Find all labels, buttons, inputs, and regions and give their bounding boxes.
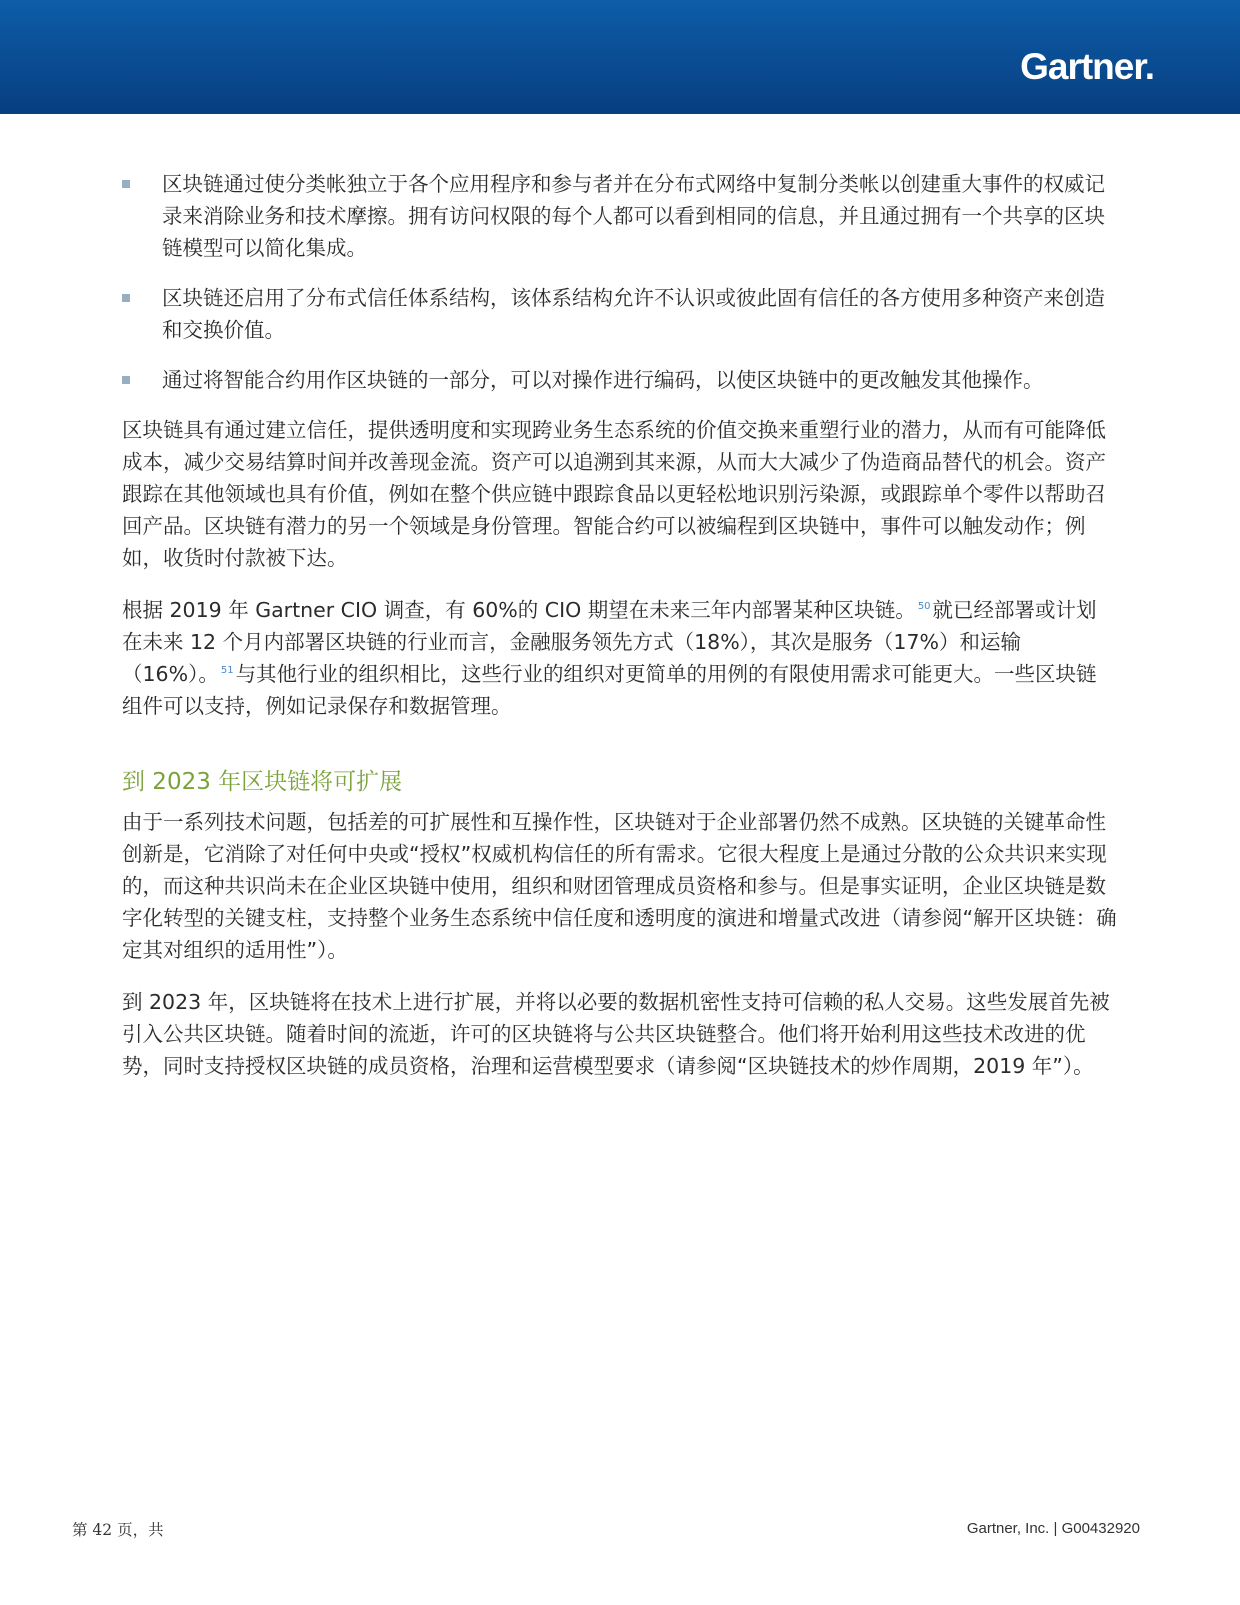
bullet-text: 通过将智能合约用作区块链的一部分，可以对操作进行编码，以使区块链中的更改触发其他操作。 <box>162 368 1044 392</box>
square-bullet-icon <box>122 376 130 384</box>
square-bullet-icon <box>122 294 130 302</box>
survey-text-part-b: 就已经部署或计划在未来 12 个月内部署区块链的行业而言，金融服务领先方式（18%），其次是服务（17%）和运输（16%）。 <box>122 598 1097 686</box>
paragraph-cio-survey <box>122 594 1117 722</box>
square-bullet-icon <box>122 180 130 188</box>
paragraph-technical-issues: 由于一系列技术问题，包括差的可扩展性和互操作性，区块链对于企业部署仍然不成熟。区块链的关键革命性创新是，它消除了对任何中央或“授权”权威机构信任的所有需求。它很大程度上是通过分散的公众共识来实现的，而这种共识尚未在企业区块链中使用，组织和财团管理成员资格和参与。但是事实证明，企业区块链是数字化转型的关键支柱，支持整个业务生态系统中信任度和透明度的演进和增量式改进（请参阅“解开区块链：确定其对组织的适用性”）。 <box>122 810 1117 962</box>
paragraph-blockchain-potential: 区块链具有通过建立信任，提供透明度和实现跨业务生态系统的价值交换来重塑行业的潜力，从而有可能降低成本，减少交易结算时间并改善现金流。资产可以追溯到其来源，从而大大减少了伪造商品替代的机会。资产跟踪在其他领域也具有价值，例如在整个供应链中跟踪食品以更轻松地识别污染源，或跟踪单个零件以帮助召回产品。区块链有潜力的另一个领域是身份管理。智能合约可以被编程到区块链中，事件可以触发动作；例如，收货时付款被下达。 <box>122 418 1106 570</box>
section-heading: 到 2023 年区块链将可扩展 <box>122 769 403 795</box>
survey-text-part-c: 与其他行业的组织相比，这些行业的组织对更简单的用例的有限使用需求可能更大。一些区块链组件可以支持，例如记录保存和数据管理。 <box>122 662 1097 718</box>
bullet-item <box>122 282 1117 346</box>
bullet-text: 区块链通过使分类帐独立于各个应用程序和参与者并在分布式网络中复制分类帐以创建重大事件的权威记录来消除业务和技术摩擦。拥有访问权限的每个人都可以看到相同的信息，并且通过拥有一个共享的区块链模型可以简化集成。 <box>162 172 1105 260</box>
document-id: Gartner, Inc. | G00432920 <box>966 1520 1140 1537</box>
reference-link-51[interactable]: 51 <box>220 665 234 677</box>
survey-text-part-a: 根据 2019 年 Gartner CIO 调查，有 60%的 CIO 期望在未来三年内部署某种区块链。 <box>122 598 916 622</box>
bullet-item <box>122 364 1117 396</box>
bullet-text: 区块链还启用了分布式信任体系结构，该体系结构允许不认识或彼此固有信任的各方使用多种资产来创造和交换价值。 <box>162 286 1105 342</box>
page-header-banner <box>0 0 1240 114</box>
reference-link-50[interactable]: 50 <box>917 601 931 613</box>
bullet-item <box>122 168 1117 264</box>
page-number: 第 42 页，共 <box>72 1521 164 1539</box>
page-content <box>122 168 1117 1102</box>
paragraph-2023-scaling: 到 2023 年，区块链将在技术上进行扩展，并将以必要的数据机密性支持可信赖的私人交易。这些发展首先被引入公共区块链。随着时间的流逝，许可的区块链将与公共区块链整合。他们将开始利用这些技术改进的优势，同时支持授权区块链的成员资格，治理和运营模型要求（请参阅“区块链技术的炒作周期，2019 年”）。 <box>122 990 1110 1078</box>
bullet-list <box>122 168 1117 396</box>
gartner-logo: Gartner. <box>1020 46 1154 87</box>
